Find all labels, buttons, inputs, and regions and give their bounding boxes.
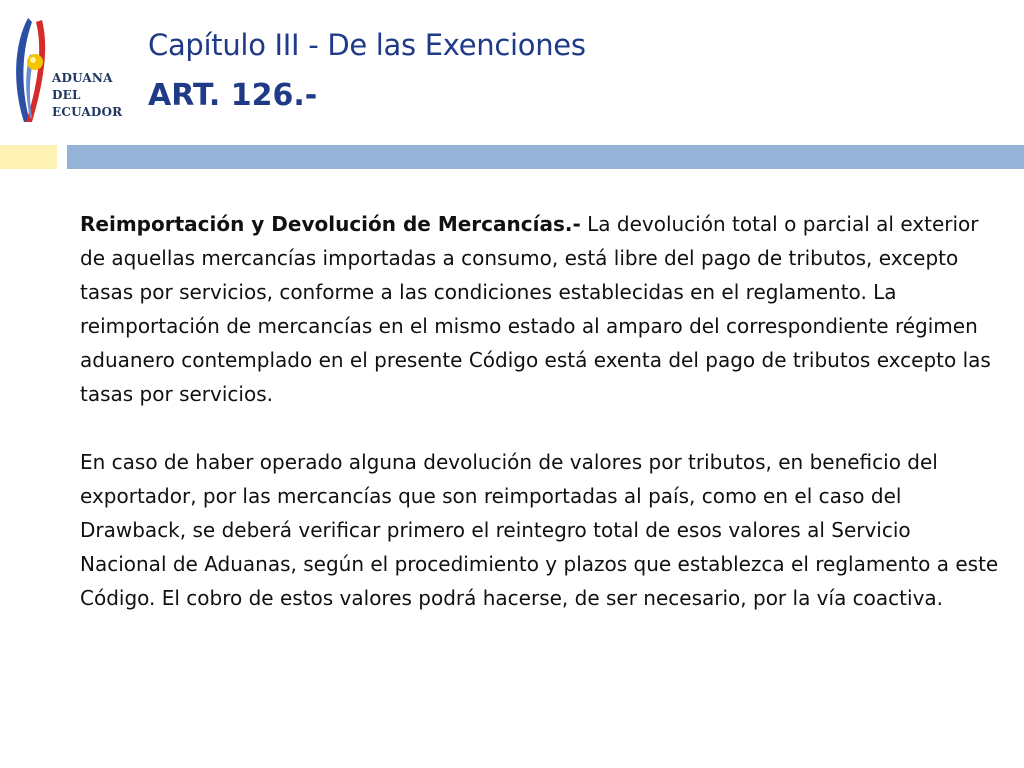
article-body xyxy=(80,207,1000,615)
chapter-title: Capítulo III - De las Exenciones xyxy=(148,28,586,62)
header-divider-bar xyxy=(67,145,1024,169)
logo-text-line1: ADUANA xyxy=(52,71,113,85)
logo-text-line3: ECUADOR xyxy=(52,105,123,119)
article-title: ART. 126.- xyxy=(148,78,318,113)
paragraph-1-lead: Reimportación y Devolución de Mercancías.- xyxy=(80,212,581,236)
paragraph-1 xyxy=(80,207,1000,411)
logo-emblem-icon xyxy=(10,14,50,130)
logo-text-line2: DEL xyxy=(52,88,81,102)
paragraph-2: En caso de haber operado alguna devolución de valores por tributos, en beneficio del exportador, por las mercancías que son reimportadas al país, como en el caso del Drawback, se deberá verificar primero el reintegro total de esos valores al Servicio Nacional de Aduanas, según el procedimiento y plazos que establezca el reglamento a este Código. El cobro de estos valores podrá hacerse, de ser necesario, por la vía coactiva. xyxy=(80,450,999,610)
logo-wordmark xyxy=(52,70,122,121)
paragraph-1-text: La devolución total o parcial al exterior de aquellas mercancías importadas a consumo, está libre del pago de tributos, excepto tasas por servicios, conforme a las condiciones establecidas en el reglamento. La reimportación de mercancías en el mismo estado al amparo del correspondiente régimen aduanero contemplado en el presente Código está exenta del pago de tributos excepto las tasas por servicios. xyxy=(80,212,991,406)
header-accent-bar xyxy=(0,145,57,169)
aduana-logo xyxy=(10,14,140,130)
